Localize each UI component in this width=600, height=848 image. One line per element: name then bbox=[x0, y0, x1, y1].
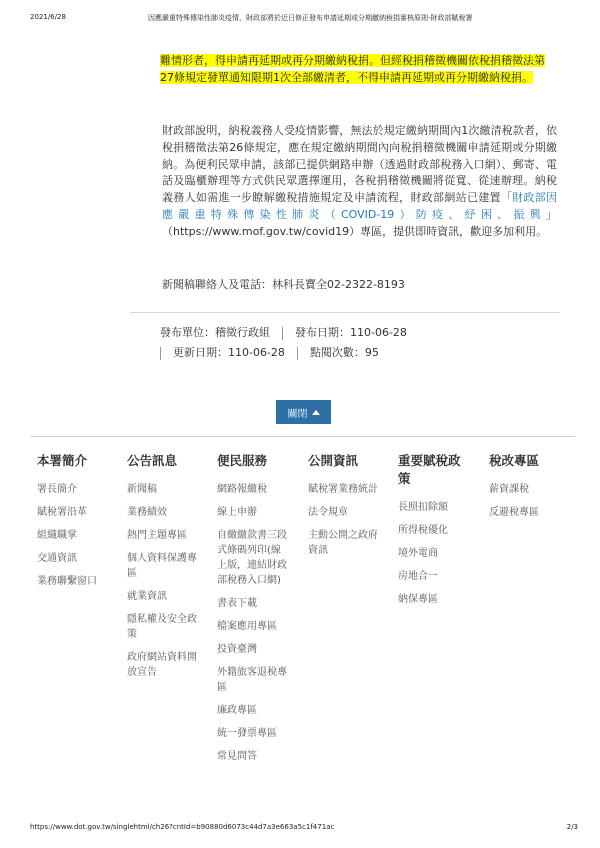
footer-link[interactable]: 署長簡介 bbox=[37, 484, 77, 495]
footer-link[interactable]: 個人資料保護專區 bbox=[127, 553, 197, 579]
footer-column bbox=[127, 452, 199, 688]
article-meta bbox=[160, 323, 560, 363]
footer-link[interactable]: 賦稅署業務統計 bbox=[308, 484, 378, 495]
article-paragraph bbox=[162, 123, 557, 241]
footer-divider bbox=[30, 436, 575, 437]
footer-link[interactable]: 就業資訊 bbox=[127, 591, 167, 602]
print-header bbox=[30, 13, 578, 25]
footer-link[interactable]: 網路報繳稅 bbox=[217, 484, 267, 495]
footer-column bbox=[489, 452, 569, 528]
footer-link[interactable]: 境外電商 bbox=[398, 548, 438, 559]
triangle-up-icon bbox=[312, 410, 320, 415]
publish-date: 發布日期：110-06-28 bbox=[295, 326, 407, 339]
footer-link[interactable]: 所得稅優化 bbox=[398, 525, 448, 536]
print-footer bbox=[30, 823, 578, 835]
footer-link[interactable]: 統一發票專區 bbox=[217, 728, 277, 739]
footer-link[interactable]: 房地合一 bbox=[398, 571, 438, 582]
footer-column bbox=[308, 452, 380, 566]
footer-sitemap bbox=[37, 452, 577, 792]
footer-column bbox=[398, 452, 470, 615]
close-button-label: 關閉 bbox=[287, 408, 308, 420]
footer-link[interactable]: 法令規章 bbox=[308, 507, 348, 518]
footer-link[interactable]: 政府網站資料開放宣告 bbox=[127, 652, 197, 678]
meta-divider bbox=[297, 347, 298, 360]
footer-link[interactable]: 外籍旅客退稅專區 bbox=[217, 667, 287, 693]
covid19-section-link[interactable]: 財政部因應嚴重特殊傳染性肺炎（COVID-19）防疫、紓困、振興 bbox=[162, 191, 558, 221]
footer-link[interactable]: 廉政專區 bbox=[217, 705, 257, 716]
footer-link[interactable]: 納保專區 bbox=[398, 594, 438, 605]
print-page-title: 因應嚴重特殊傳染性肺炎疫情，財政部將於近日修正發布申請延期或分期繳納稅捐審核原則-財政部賦稅署 bbox=[148, 14, 473, 22]
footer-link[interactable]: 反避稅專區 bbox=[489, 507, 539, 518]
footer-link[interactable]: 業務聯繫窗口 bbox=[37, 576, 97, 587]
footer-column-title: 重要賦稅政策 bbox=[398, 453, 461, 486]
view-count: 點閱次數：95 bbox=[309, 346, 379, 359]
footer-link[interactable]: 長照扣除額 bbox=[398, 502, 448, 513]
update-date: 更新日期：110-06-28 bbox=[173, 346, 285, 359]
highlighted-notice bbox=[160, 53, 558, 86]
footer-link[interactable]: 自繳繳款書三段式條碼列印(線上版，連結財政部稅務入口網) bbox=[217, 530, 287, 586]
footer-column-title: 公開資訊 bbox=[308, 453, 359, 468]
publisher: 發布單位：稽徵行政組 bbox=[160, 326, 270, 339]
footer-link[interactable]: 隱私權及安全政策 bbox=[127, 614, 197, 640]
footer-link[interactable]: 線上申辦 bbox=[217, 507, 257, 518]
meta-divider bbox=[282, 327, 283, 340]
footer-link[interactable]: 常見問答 bbox=[217, 751, 257, 762]
footer-column bbox=[37, 452, 117, 597]
footer-link[interactable]: 熱門主題專區 bbox=[127, 530, 187, 541]
footer-link[interactable]: 書表下載 bbox=[217, 598, 257, 609]
highlighted-text: 難情形者，得申請再延期或再分期繳納稅捐。但經稅捐稽徵機關依稅捐稽徵法第27條規定發單通知限期1次全部繳清者，不得申請再延期或再分期繳納稅捐。 bbox=[160, 54, 545, 84]
footer-link[interactable]: 投資臺灣 bbox=[217, 644, 257, 655]
footer-column-title: 稅改專區 bbox=[489, 453, 540, 468]
paragraph-text-before-link: 財政部說明，納稅義務人受疫情影響，無法於規定繳納期間內1次繳清稅款者，依稅捐稽徵法第26條規定，應在規定繳納期間內向稅捐稽徵機關申請延期或分期繳納。為便利民眾申請，該部已提供網路申辦（透過財政部稅務入口網）、郵寄、電話及臨櫃辦理等方式供民眾選擇運用，各稅捐稽徵機關將從寬、從速辦理。納稅義務人如需進一步瞭解繳稅措施規定及申請流程，財政部網站已建置「 bbox=[162, 124, 557, 205]
footer-link[interactable]: 組織職掌 bbox=[37, 530, 77, 541]
footer-link[interactable]: 檔案應用專區 bbox=[217, 621, 277, 632]
footer-link[interactable]: 新聞稿 bbox=[127, 484, 157, 495]
footer-link[interactable]: 交通資訊 bbox=[37, 553, 77, 564]
footer-link[interactable]: 賦稅署沿革 bbox=[37, 507, 87, 518]
divider bbox=[130, 312, 560, 313]
press-contact: 新聞稿聯絡人及電話：林科長寶全02-2322-8193 bbox=[162, 278, 405, 291]
meta-divider bbox=[160, 347, 161, 360]
footer-column-title: 便民服務 bbox=[217, 453, 268, 468]
paragraph-text-after-link: 」（https://www.mof.gov.tw/covid19）專區，提供即時資訊，歡迎多加利用。 bbox=[162, 207, 557, 238]
footer-column bbox=[217, 452, 289, 772]
footer-column-title: 本署簡介 bbox=[37, 453, 88, 468]
print-url: https://www.dot.gov.tw/singlehtml/ch26?cntId=b90880d6073c44d7a3e663a5c1f471ac bbox=[30, 823, 335, 831]
footer-link[interactable]: 主動公開之政府資訊 bbox=[308, 530, 378, 556]
footer-column-title: 公告訊息 bbox=[127, 453, 178, 468]
close-button[interactable] bbox=[276, 400, 331, 424]
footer-link[interactable]: 業務績效 bbox=[127, 507, 167, 518]
footer-link[interactable]: 薪資課稅 bbox=[489, 484, 529, 495]
print-date: 2021/6/28 bbox=[30, 13, 66, 21]
print-page-number: 2/3 bbox=[566, 823, 578, 831]
